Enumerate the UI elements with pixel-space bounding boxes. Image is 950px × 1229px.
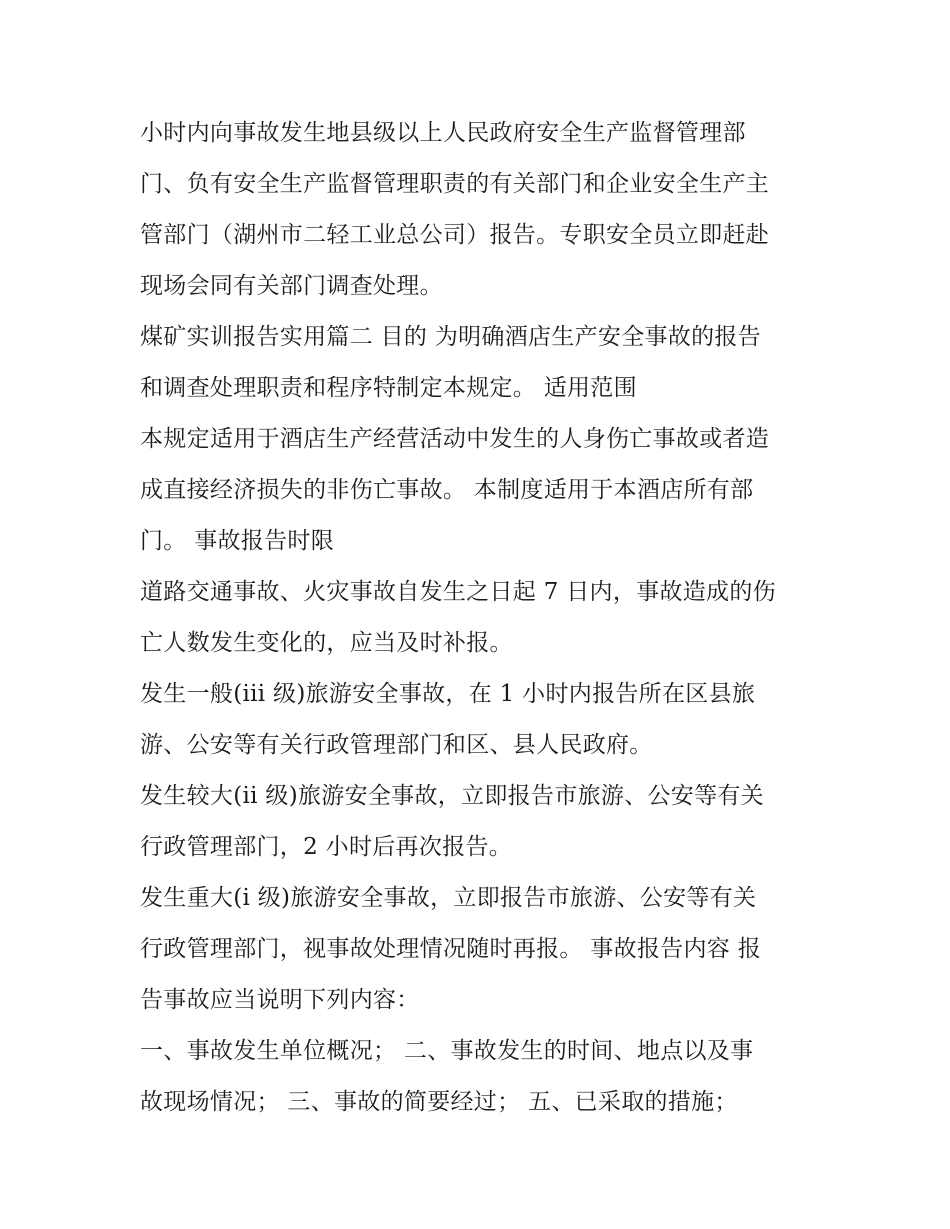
text-line: 游、公安等有关行政管理部门和区、县人民政府。 [140,732,653,758]
text-line: 现场会同有关部门调查处理。 [140,273,443,299]
text-line: 管部门（湖州市二轻工业总公司）报告。专职安全员立即赶赴 [140,222,770,248]
text-line: 发生较大(ii 级)旅游安全事故，立即报告市旅游、公安等有关 [140,783,764,809]
text-line: 一、事故发生单位概况； 二、事故发生的时间、地点以及事 [140,1038,754,1064]
text-line: 成直接经济损失的非伤亡事故。 本制度适用于本酒店所有部 [140,477,754,503]
text-line: 门、负有安全生产监督管理职责的有关部门和企业安全生产主 [140,171,770,197]
text-line: 发生重大(i 级)旅游安全事故，立即报告市旅游、公安等有关 [140,885,757,911]
text-line: 故现场情况； 三、事故的简要经过； 五、已采取的措施； [140,1089,738,1115]
text-line: 和调查处理职责和程序特制定本规定。 适用范围 [140,375,637,401]
document-body [140,108,820,1128]
text-line: 煤矿实训报告实用篇二 目的 为明确酒店生产安全事故的报告 [140,324,762,350]
text-line: 道路交通事故、火灾事故自发生之日起 7 日内，事故造成的伤 [140,579,776,605]
text-line: 小时内向事故发生地县级以上人民政府安全生产监督管理部 [140,120,746,146]
text-line: 门。 事故报告时限 [140,528,335,554]
text-line: 行政管理部门，2 小时后再次报告。 [140,834,513,860]
text-line: 告事故应当说明下列内容： [140,987,420,1013]
text-line: 亡人数发生变化的，应当及时补报。 [140,630,513,656]
text-line: 行政管理部门，视事故处理情况随时再报。 事故报告内容 报 [140,936,762,962]
text-line: 发生一般(iii 级)旅游安全事故，在 1 小时内报告所在区县旅 [140,681,756,707]
text-line: 本规定适用于酒店生产经营活动中发生的人身伤亡事故或者造 [140,426,770,452]
